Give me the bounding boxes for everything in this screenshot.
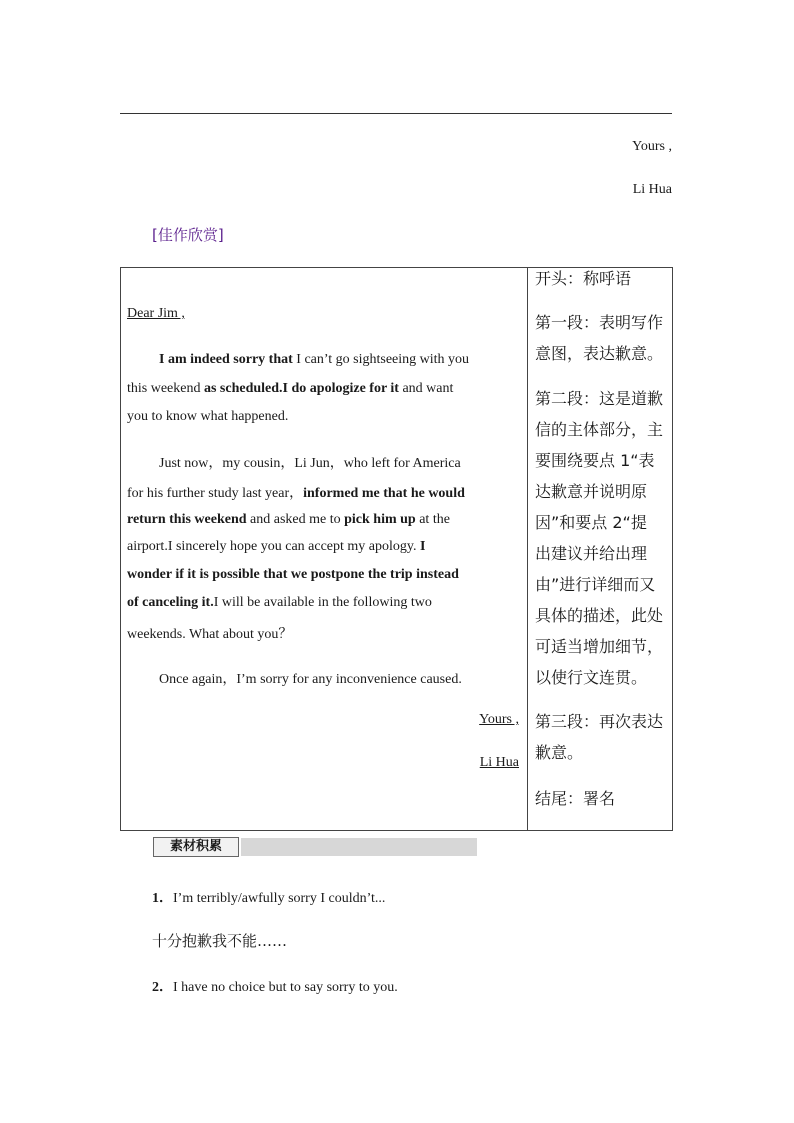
material-header-bar: [241, 838, 477, 856]
section-label: [佳作欣赏]: [152, 226, 224, 244]
top-rule: [120, 113, 672, 114]
letter-line: return this weekend and asked me to pick him up at the: [127, 512, 450, 527]
letter-salutation: Dear Jim ,: [127, 306, 185, 321]
letter-line: wonder if it is possible that we postpone the trip instead: [127, 567, 459, 582]
letter-line: weekends. What about you？: [127, 627, 293, 642]
letter-line: this weekend as scheduled.I do apologize for it and want: [127, 381, 454, 396]
letter-line: Just now，my cousin，Li Jun，who left for America: [159, 456, 461, 471]
letter-line: I am indeed sorry that I can’t go sightseeing with you: [159, 352, 470, 367]
annotation-para3: 第三段：再次表达 歉意。: [535, 712, 664, 762]
letter-line: you to know what happened.: [127, 409, 289, 424]
annotation-para1: 第一段：表明写作 意图，表达歉意。: [535, 313, 664, 363]
material-item-1-translation: 十分抱歉我不能……: [152, 932, 288, 950]
letter-line: for his further study last year，informed me that he would: [127, 486, 465, 501]
material-item-1: 1．I’m terribly/awfully sorry I couldn’t...: [152, 891, 386, 906]
annotation-ending: 结尾：署名: [535, 789, 616, 808]
annotation-para2: 第二段：这是道歉 信的主体部分，主 要围绕要点 1“表 达歉意并说明原 因”和要点 2“提 出建议并给出理 由”进行详细而又 具体的描述，此处 可适当增加细节， 以使行文连贯。: [535, 389, 664, 687]
letter-name: Li Hua: [479, 755, 519, 770]
letter-line: airport.I sincerely hope you can accept my apology. I: [127, 539, 426, 554]
signoff-closing: Yours ,: [632, 139, 672, 154]
sample-letter-table: [120, 267, 673, 831]
material-item-2: 2．I have no choice but to say sorry to you.: [152, 980, 398, 995]
signoff-name: Li Hua: [632, 182, 672, 197]
letter-line: of canceling it.I will be available in the following two: [127, 595, 432, 610]
material-section-header: [153, 837, 477, 857]
table-column-divider: [527, 268, 528, 830]
material-tag: 素材积累: [153, 837, 239, 857]
letter-closing: Yours ,: [479, 712, 519, 727]
letter-line: Once again，I’m sorry for any inconvenience caused.: [159, 672, 462, 687]
annotation-opening: 开头：称呼语: [535, 269, 632, 288]
